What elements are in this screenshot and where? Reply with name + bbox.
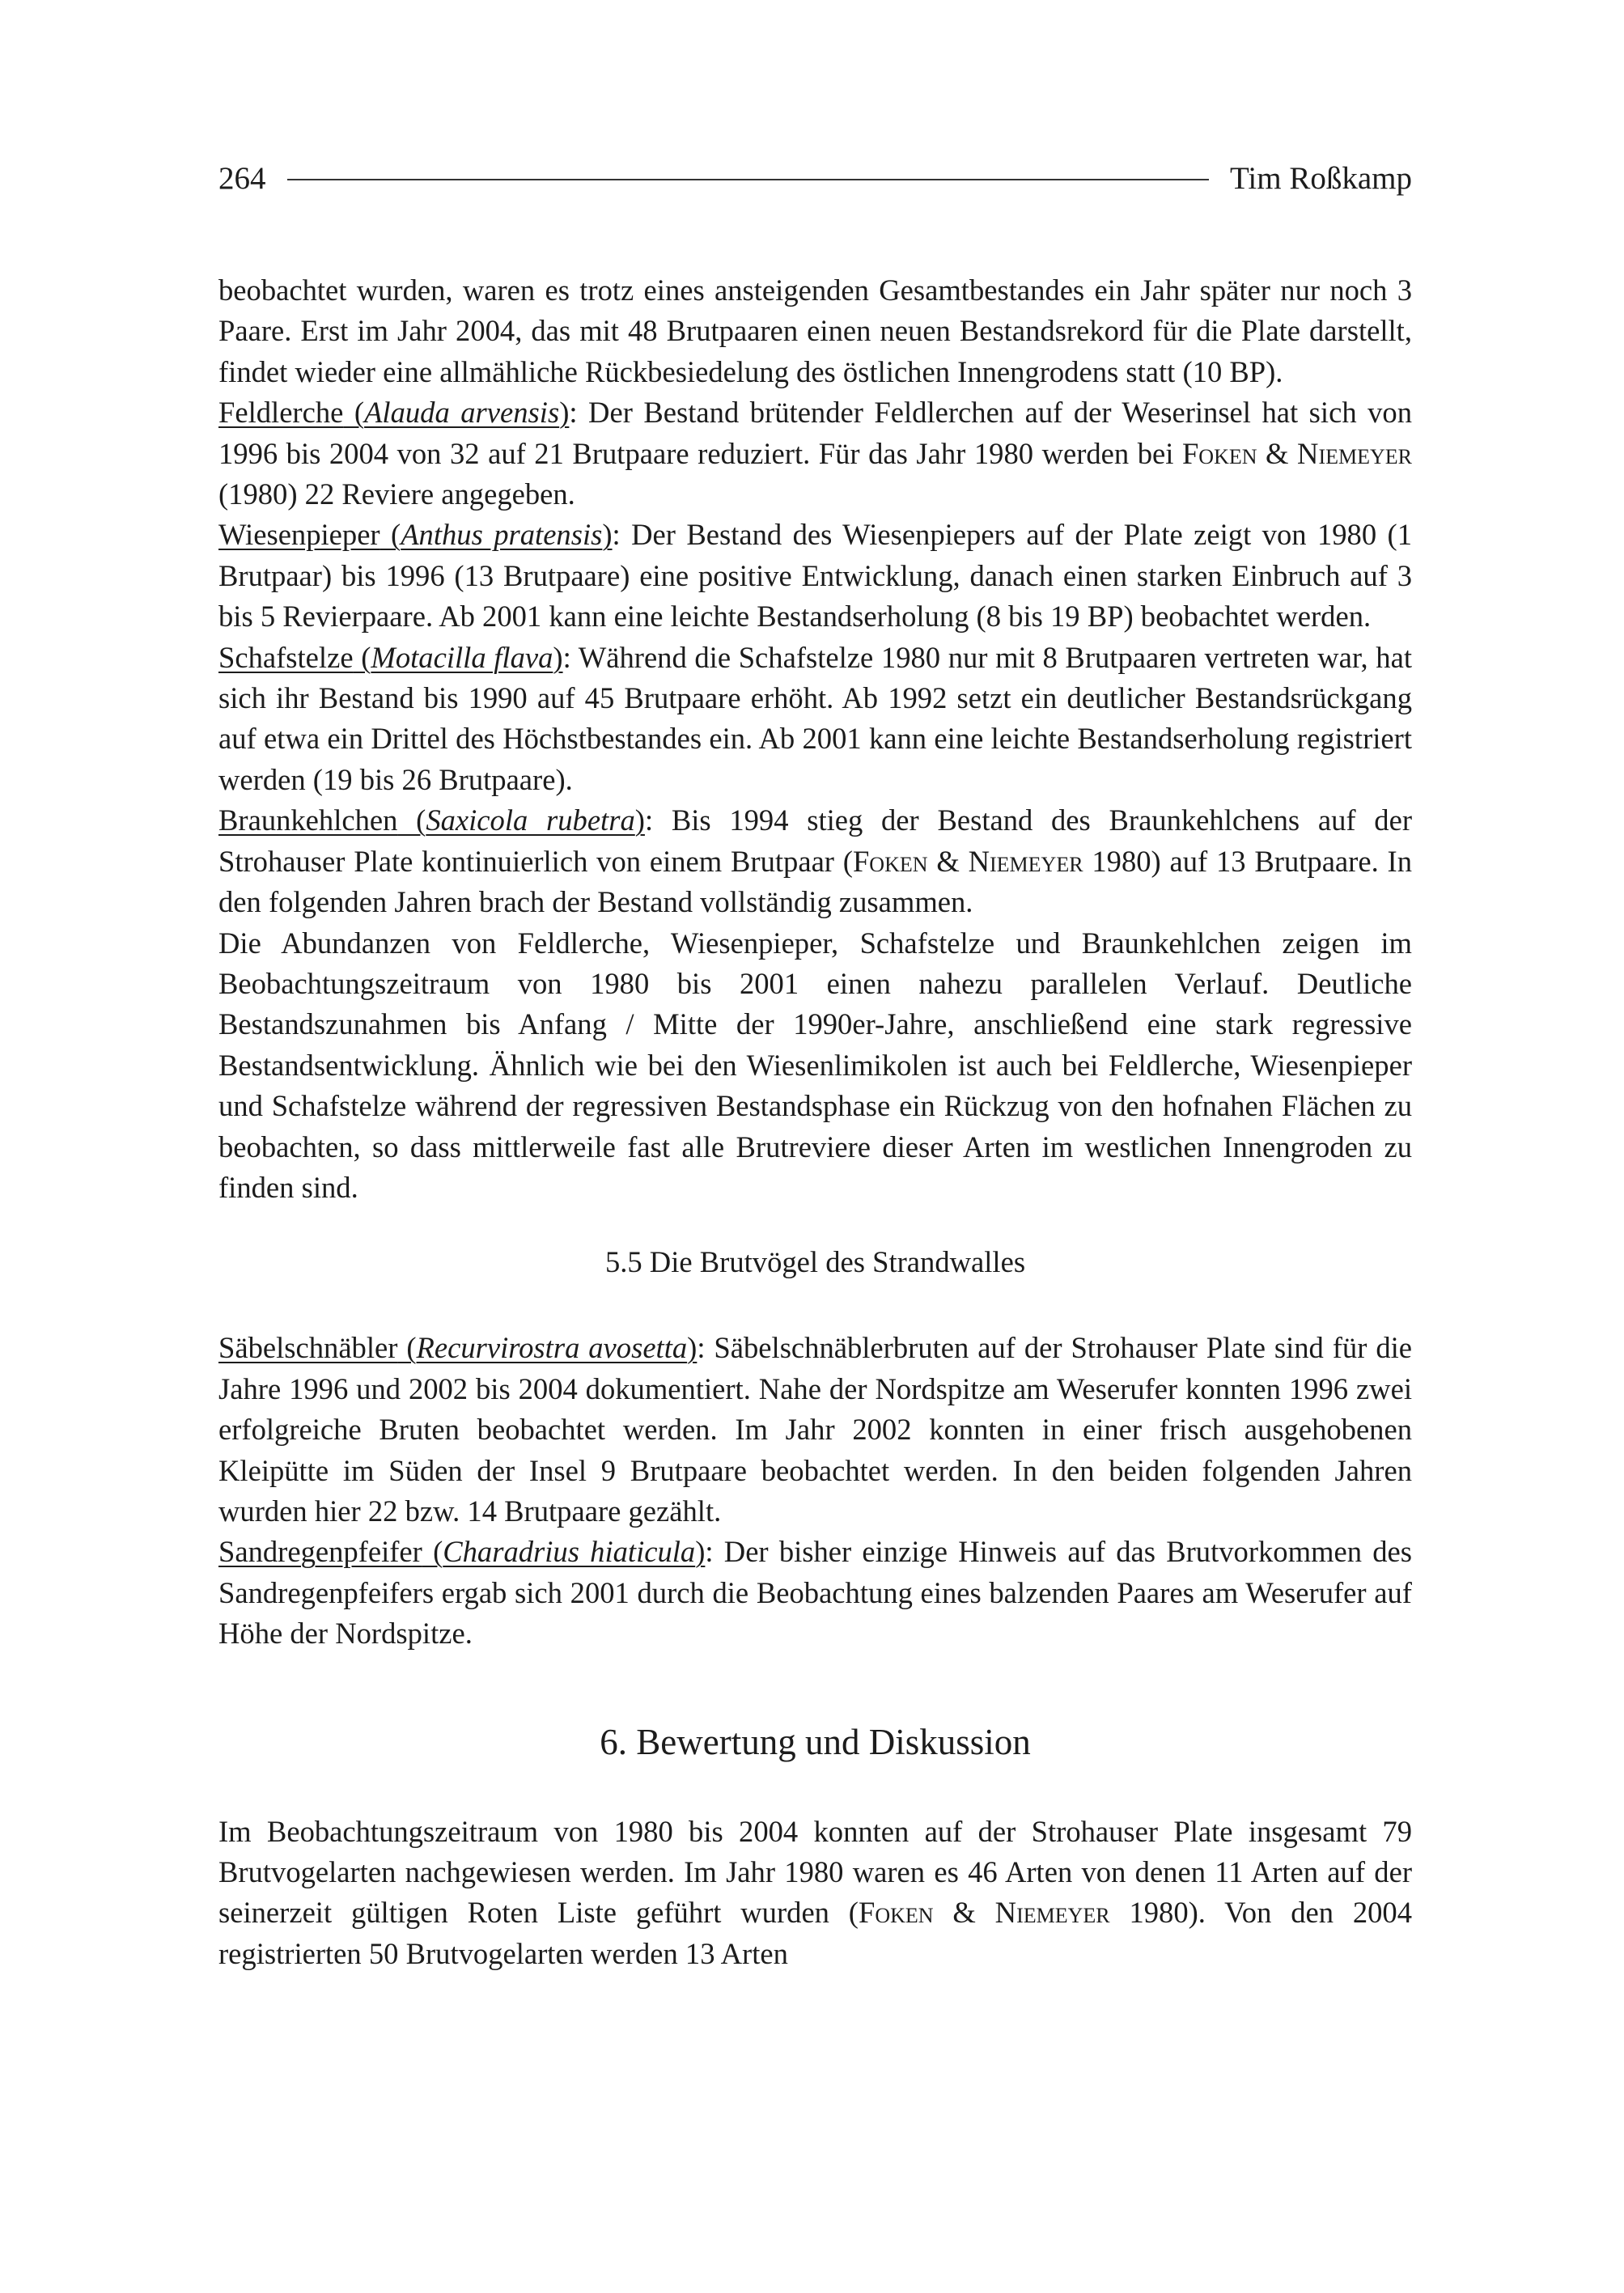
author-citation: Niemeyer [1297, 436, 1412, 470]
species-name: Schafstelze (Motacilla flava) [218, 640, 563, 674]
author-citation: Niemeyer [968, 844, 1083, 878]
author-citation: Foken [858, 1896, 934, 1930]
species-latin: Charadrius hiaticula [443, 1535, 696, 1569]
species-name: Feldlerche (Alauda arvensis) [218, 396, 570, 430]
species-latin: Anthus pratensis [401, 518, 603, 552]
paragraph-sandregenpfeifer: Sandregenpfeifer (Charadrius hiaticula): Der bisher einzige Hinweis auf das Brutvorkommen des Sandregenpfeifers ergab sich 2001 durch die Beobachtung eines balzenden Paares am Weserufer auf Höhe der Nordspitze. [218, 1535, 1412, 1651]
author-citation: Niemeyer [994, 1896, 1110, 1930]
paragraph-saebelschnaebler: Säbelschnäbler (Recurvirostra avosetta): Säbelschnäblerbruten auf der Strohauser Plate sind für die Jahre 1996 und 2002 bis 2004 dokumentiert. Nahe der Nordspitze am Weserufer konnten 1996 zwei erfolgreiche Bruten beobachtet werden. Im Jahr 2002 konnten in einer frisch ausgehobenen Kleipütte im Süden der Insel 9 Brutpaare beobachtet werden. In den beiden folgenden Jahren wurden hier 22 bzw. 14 Brutpaare gezählt. [218, 1331, 1413, 1528]
paragraph-braunkehlchen: Braunkehlchen (Saxicola rubetra): Bis 1994 stieg der Bestand des Braunkehlchens auf der Strohauser Plate kontinuierlich von einem Brutpaar (Foken & Niemeyer 1980) auf 13 Brutpaare. In den folgenden Jahren brach der Bestand vollständig zusammen. [218, 803, 1412, 919]
running-head [218, 154, 1412, 202]
species-latin: Motacilla flava [371, 640, 553, 674]
species-name: Braunkehlchen (Saxicola rubetra) [218, 803, 645, 837]
species-latin: Alauda arvensis [364, 396, 560, 430]
species-name: Säbelschnäbler (Recurvirostra avosetta) [218, 1331, 698, 1365]
paragraph-wiesenpieper: Wiesenpieper (Anthus pratensis): Der Bestand des Wiesenpiepers auf der Plate zeigt von 1980 (1 Brutpaar) bis 1996 (13 Brutpaare) eine positive Entwicklung, danach einen starken Einbruch auf 3 bis 5 Revierpaare. Ab 2001 kann eine leichte Bestandserholung (8 bis 19 BP) beobachtet werden. [218, 518, 1412, 634]
paragraph-abundanzen: Die Abundanzen von Feldlerche, Wiesenpieper, Schafstelze und Braunkehlchen zeigen im Beobachtungszeitraum von 1980 bis 2001 einen nahezu parallelen Verlauf. Deutliche Bestandszunahmen bis Anfang / Mitte der 1990er-Jahre, anschließend eine stark regressive Bestandsentwicklung. Ähnlich wie bei den Wiesenlimikolen ist auch bei Feldlerche, Wiesenpieper und Schafstelze während der regressiven Bestandsphase ein Rückzug von den hofnahen Flächen zu beobachten, so dass mittlerweile fast alle Brutreviere dieser Arten im westlichen Innengroden zu finden sind. [218, 926, 1412, 1204]
page [218, 154, 1412, 1974]
author-citation: Foken [852, 844, 928, 878]
species-latin: Saxicola rubetra [426, 803, 635, 837]
body-text [218, 270, 1412, 1974]
running-head-author: Tim Roßkamp [1229, 160, 1412, 196]
species-name: Wiesenpieper (Anthus pratensis) [218, 518, 613, 552]
species-latin: Recurvirostra avosetta [416, 1331, 688, 1365]
header-rule [287, 179, 1209, 180]
paragraph-schafstelze: Schafstelze (Motacilla flava): Während die Schafstelze 1980 nur mit 8 Brutpaaren vertreten war, hat sich ihr Bestand bis 1990 auf 45 Brutpaare erhöht. Ab 1992 setzt ein deutlicher Bestandsrückgang auf etwa ein Drittel des Höchstbestandes ein. Ab 2001 kann eine leichte Bestandserholung registriert werden (19 bis 26 Brutpaare). [218, 640, 1412, 796]
paragraph-intro: beobachtet wurden, waren es trotz eines ansteigenden Gesamtbestandes ein Jahr später nur noch 3 Paare. Erst im Jahr 2004, das mit 48 Brutpaaren einen neuen Bestandsrekord für die Plate darstellt, findet wieder eine allmähliche Rückbesiedelung des östlichen Innengrodens statt (10 BP). [218, 273, 1412, 388]
paragraph-feldlerche: Feldlerche (Alauda arvensis): Der Bestand brütender Feldlerchen auf der Weserinsel hat sich von 1996 bis 2004 von 32 auf 21 Brutpaare reduziert. Für das Jahr 1980 werden bei Foken & Niemeyer (1980) 22 Reviere angegeben. [218, 396, 1412, 511]
page-number: 264 [218, 160, 266, 196]
section-heading: 6. Bewertung und Diskussion [600, 1721, 1031, 1762]
paragraph-bewertung: Im Beobachtungszeitraum von 1980 bis 2004 konnten auf der Strohauser Plate insgesamt 79 Brutvogelarten nachgewiesen werden. Im Jahr 1980 waren es 46 Arten von denen 11 Arten auf der seinerzeit gültigen Roten Liste geführt wurden (Foken & Niemeyer 1980). Von den 2004 registrierten 50 Brutvogelarten werden 13 Arten [218, 1814, 1412, 1970]
species-name: Sandregenpfeifer (Charadrius hiaticula) [218, 1535, 706, 1569]
subsection-heading: 5.5 Die Brutvögel des Strandwalles [604, 1245, 1026, 1279]
author-citation: Foken [1181, 436, 1257, 470]
